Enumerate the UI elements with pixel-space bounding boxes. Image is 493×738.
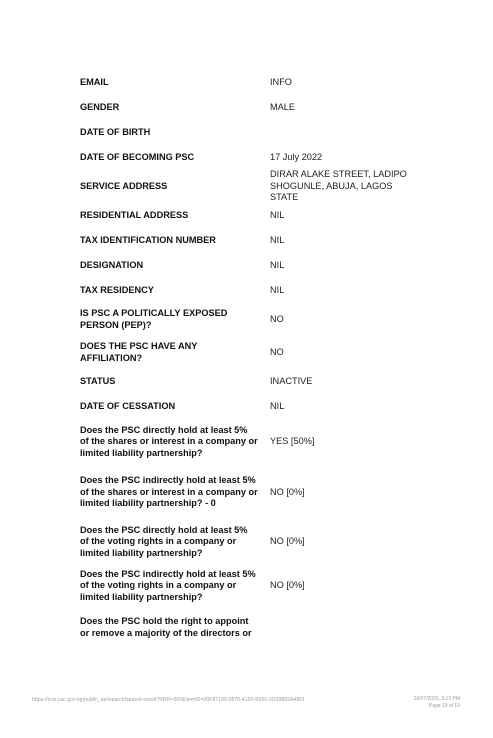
table-row [80,253,420,278]
row-label: IS PSC A POLITICALLY EXPOSED PERSON (PEP)? [80,307,228,330]
row-label: DATE OF BECOMING PSC [80,151,195,162]
row-label: SERVICE ADDRESS [80,180,168,191]
table-row [80,465,420,520]
table-row [80,336,420,369]
row-value: INFO [270,76,292,87]
row-label: Does the PSC directly hold at least 5% of the voting rights in a company or limited liability partnership? [80,524,248,558]
row-value: NIL [270,400,285,411]
table-row [80,303,420,336]
row-value: NO [270,313,284,324]
row-label: TAX IDENTIFICATION NUMBER [80,234,216,245]
table-row [80,394,420,419]
row-value: NO [0%] [270,536,305,547]
table-row [80,228,420,253]
row-value: NIL [270,234,285,245]
row-value: 17 July 2022 [270,151,323,162]
row-label: DESIGNATION [80,259,144,270]
row-label: Does the PSC hold the right to appoint or remove a majority of the directors or [80,616,252,638]
table-row [80,564,420,608]
table-row [80,369,420,394]
table-row [80,170,420,203]
footer-url: https://icrp.cac.gov.ng/public_api/search/search-result?RRR=300&itemID=00F87180-0870-4150-B200-2D39882A4801 [32,697,305,703]
footer-meta [400,696,460,709]
table-row [80,419,420,465]
row-label: Does the PSC directly hold at least 5% of the shares or interest in a company or limited liability partnership? [80,424,258,458]
row-label: GENDER [80,101,120,112]
row-value: NO [0%] [270,580,305,591]
footer-page-number: Page 19 of 19 [428,702,460,709]
footer-datetime: 10/07/2023, 3:13 PM [413,696,460,702]
table-row [80,145,420,170]
table-row [80,70,420,95]
row-label: DATE OF BIRTH [80,126,151,137]
row-label: Does the PSC indirectly hold at least 5% of the voting rights in a company or limited liability partnership? [80,568,256,602]
table-row [80,608,420,648]
row-label: STATUS [80,375,116,386]
row-value: NIL [270,284,285,295]
row-label: Does the PSC indirectly hold at least 5% of the shares or interest in a company or limited liability partnership? - 0 [80,475,258,509]
row-value: DIRAR ALAKE STREET, LADIPO SHOGUNLE, ABUJA, LAGOS STATE [270,169,407,203]
row-value: NIL [270,259,285,270]
row-value: NO [0%] [270,486,305,497]
table-row [80,95,420,120]
row-value: YES [50%] [270,436,315,447]
row-value: NIL [270,209,285,220]
table-row [80,203,420,228]
psc-details-table [80,70,420,648]
row-label: RESIDENTIAL ADDRESS [80,209,189,220]
table-row [80,120,420,145]
row-label: DOES THE PSC HAVE ANY AFFILIATION? [80,340,198,363]
row-value: MALE [270,101,296,112]
row-label: TAX RESIDENCY [80,284,154,295]
row-value: NO [270,346,284,357]
table-row [80,520,420,564]
row-value: INACTIVE [270,375,313,386]
row-label: EMAIL [80,76,109,87]
row-label: DATE OF CESSATION [80,400,176,411]
table-row [80,278,420,303]
